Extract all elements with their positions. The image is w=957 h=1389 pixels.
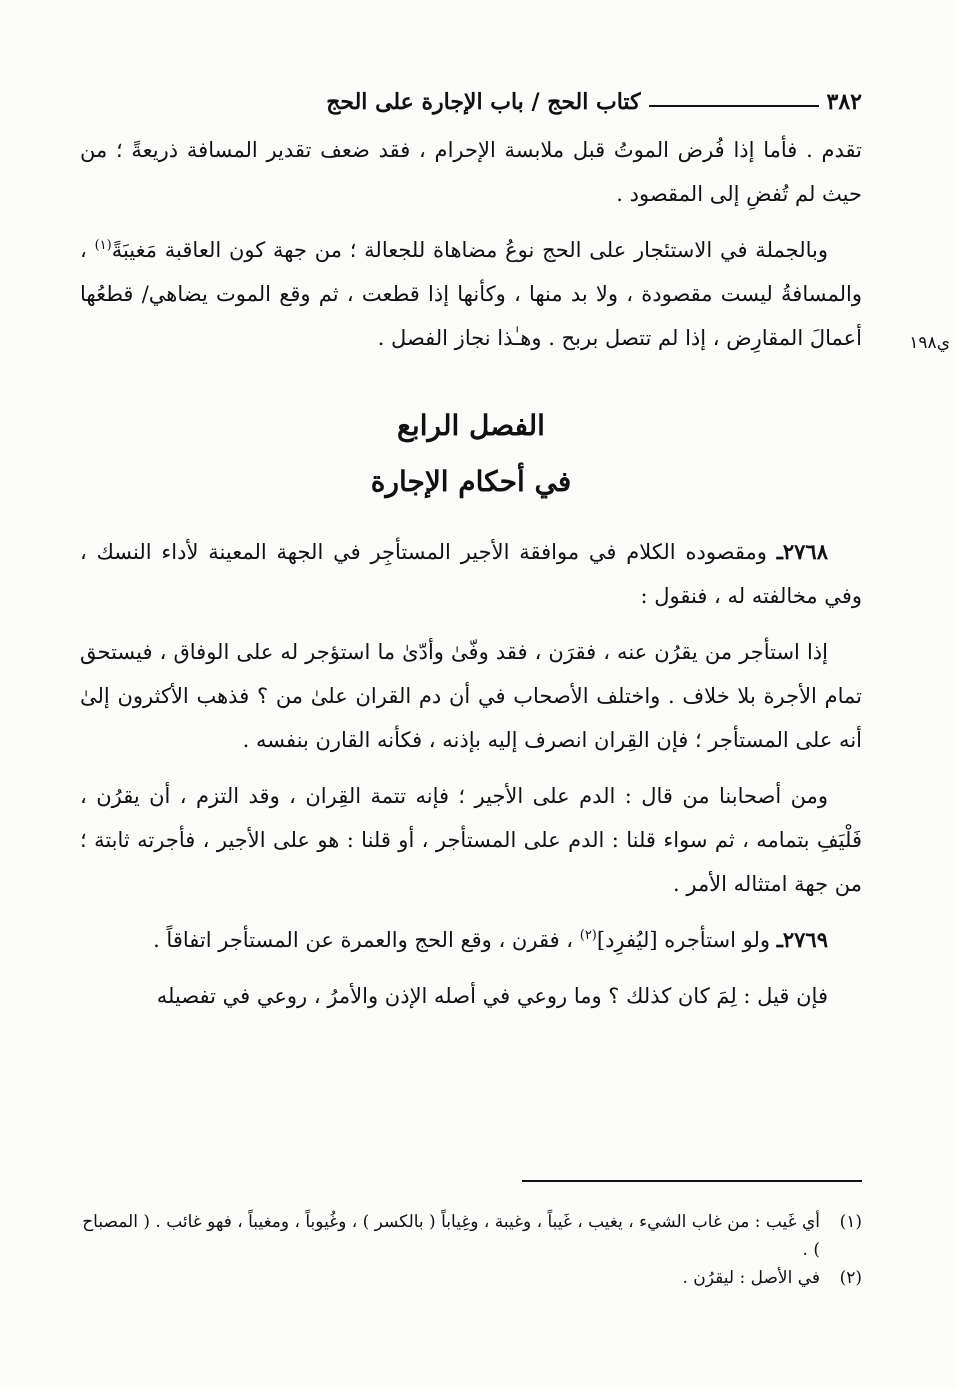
footnote-rule [522,1180,862,1182]
footnote [80,1264,862,1292]
paragraph: ومن أصحابنا من قال : الدم على الأجير ؛ فإنه تتمة القِران ، وقد التزم ، أن يقرُن ، فَلْيَفِ بتمامه ، ثم سواء قلنا : الدم على المستأجر ، أو قلنا : هو على الأجير ، فأجرته ثابتة ؛ من جهة امتثاله الأمر . [80,784,862,896]
chapter-title: الفصل الرابع [397,409,545,442]
paragraph: تقدم . فأما إذا فُرض الموتُ قبل ملابسة الإحرام ، فقد ضعف تقدير المسافة ذريعةً ؛ من حيث لم تُفضِ إلى المقصود . [80,138,862,206]
footnote-number: (١) [839,1212,862,1232]
section-paragraph [80,918,862,962]
footnote [80,1208,862,1264]
paragraph: فإن قيل : لِمَ كان كذلك ؟ وما روعي في أصله الإذن والأمرُ ، روعي في تفصيله [156,984,828,1008]
paragraph-text: ، والمسافةُ ليست مقصودة ، ولا بد منها ، وكأنها إذا قطعت ، ثم وقع الموت يضاهي/ قطعُها أعمالَ المقارِض ، إذا لم تتصل بربح . وهـٰذا نجاز الفصل . [80,238,862,350]
paragraph [80,228,862,360]
footnote-text: في الأصل : ليقرُن . [682,1268,820,1288]
section-number: ٢٧٦٩ـ [776,927,828,952]
section-number: ٢٧٦٨ـ [776,539,828,564]
paragraph-text: ، فقرن ، وقع الحج والعمرة عن المستأجر اتفاقاً . [153,928,580,952]
footnotes [80,1208,862,1292]
page-number: ٣٨٢ [826,89,862,115]
running-title: كتاب الحج / باب الإجارة على الحج [326,89,641,115]
footnote-ref: (١) [94,238,112,253]
margin-note: ي١٩٨ [909,333,950,353]
footnote-ref: (٢) [579,928,597,943]
paragraph-text: ومقصوده الكلام في موافقة الأجير المستأجِر في الجهة المعينة لأداء النسك ، وفي مخالفته له ، فنقول : [80,540,862,608]
section-paragraph [80,530,862,618]
paragraph-text: ولو استأجره [ليُفرِد] [596,928,777,952]
header-rule [649,105,819,107]
page-header [82,82,862,122]
footnote-text: أي غَيب : من غاب الشيء ، يغيب ، غَيباً ، وغيبة ، وغِياباً ( بالكسر ) ، وغُيوباً ، ومغيباً ، فهو غائب . ( المصباح ) . [82,1212,820,1260]
paragraph-text: وبالجملة في الاستئجار على الحج نوعُ مضاهاة للجعالة ؛ من جهة كون العاقبة مَغيبَةً [111,238,828,262]
page-body [80,128,862,1030]
chapter-subtitle: في أحكام الإجارة [370,465,572,498]
paragraph: إذا استأجر من يقرُن عنه ، فقرَن ، فقد وفّىٰ وأدّىٰ ما استؤجر له على الوفاق ، فيستحق تمام الأجرة بلا خلاف . واختلف الأصحاب في أن دم القران علىٰ من ؟ فذهب الأكثرون إلىٰ أنه على المستأجر ؛ فإن القِران انصرف إليه بإذنه ، فكأنه القارن بنفسه . [80,640,862,752]
footnote-number: (٢) [839,1268,862,1288]
